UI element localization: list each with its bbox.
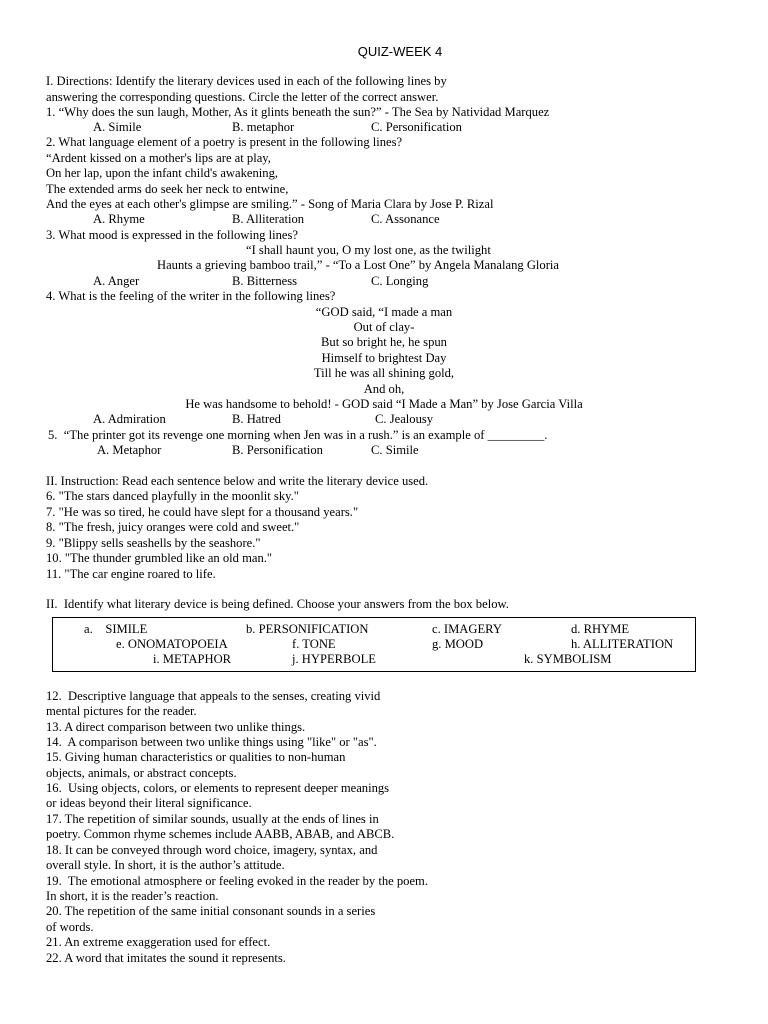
part2-item: 10. "The thunder grumbled like an old man." [46,551,273,565]
choice-i: i. METAPHOR [153,652,232,666]
q5-option-c[interactable]: C. Simile [371,443,419,457]
part3-item: 15. Giving human characteristics or qualities to non-human [46,750,346,764]
q4-option-a[interactable]: A. Admiration [93,412,166,426]
part2-item: 6. "The stars danced playfully in the moonlit sky." [46,489,299,503]
part3-item: 16. Using objects, colors, or elements to represent deeper meanings [46,781,390,795]
q2-option-c[interactable]: C. Assonance [371,212,440,226]
part2-item: 11. "The car engine roared to life. [46,567,216,581]
q1-option-b[interactable]: B. metaphor [232,120,295,134]
choice-c: c. IMAGERY [432,622,502,636]
part2-item: 8. "The fresh, juicy oranges were cold and sweet." [46,520,300,534]
q2-option-b[interactable]: B. Alliteration [232,212,305,226]
directions-line-2: answering the corresponding questions. Circle the letter of the correct answer. [46,90,439,104]
q2-text: 2. What language element of a poetry is present in the following lines? [46,135,403,149]
q4-poem-line: Till he was all shining gold, [313,366,455,380]
part3-item: objects, animals, or abstract concepts. [46,766,237,780]
q5-option-b[interactable]: B. Personification [232,443,323,457]
q2-poem-line: On her lap, upon the infant child's awakening, [46,166,279,180]
choice-f: f. TONE [292,637,336,651]
part3-item: overall style. In short, it is the author’s attitude. [46,858,285,872]
q4-option-b[interactable]: B. Hatred [232,412,281,426]
q1-text: 1. “Why does the sun laugh, Mother, As it glints beneath the sun?” - The Sea by Natividad Marquez [46,105,550,119]
part3-item: mental pictures for the reader. [46,704,197,718]
q4-poem-line: Himself to brightest Day [321,351,447,365]
part3-item: 19. The emotional atmosphere or feeling evoked in the reader by the poem. [46,874,429,888]
part3-item: 21. An extreme exaggeration used for effect. [46,935,271,949]
q4-poem-line: But so bright he, he spun [321,335,447,349]
choice-g: g. MOOD [432,637,484,651]
part2-item: 7. "He was so tired, he could have slept for a thousand years." [46,505,359,519]
q3-text: 3. What mood is expressed in the following lines? [46,228,298,242]
choice-d: d. RHYME [571,622,630,636]
page-title: QUIZ-WEEK 4 [357,44,443,59]
choice-k: k. SYMBOLISM [524,652,612,666]
part3-item: 18. It can be conveyed through word choice, imagery, syntax, and [46,843,378,857]
part3-item: 20. The repetition of the same initial consonant sounds in a series [46,904,376,918]
q3-poem-line: Haunts a grieving bamboo trail,” - “To a Lost One” by Angela Manalang Gloria [157,258,559,272]
part3-item: 22. A word that imitates the sound it represents. [46,951,286,965]
part3-item: 12. Descriptive language that appeals to the senses, creating vivid [46,689,381,703]
q4-text: 4. What is the feeling of the writer in the following lines? [46,289,336,303]
part3-item: or ideas beyond their literal significance. [46,796,252,810]
choice-a: a. SIMILE [84,622,148,636]
choice-j: j. HYPERBOLE [292,652,376,666]
q3-poem-line: “I shall haunt you, O my lost one, as the twilight [246,243,491,257]
q5-text: 5. “The printer got its revenge one morning when Jen was in a rush.” is an example of _________. [48,428,548,442]
q2-poem-line: The extended arms do seek her neck to entwine, [46,182,289,196]
q4-poem-line: Out of clay- [353,320,415,334]
directions-line-1: I. Directions: Identify the literary devices used in each of the following lines by [46,74,447,88]
part3-instruction: II. Identify what literary device is being defined. Choose your answers from the box below. [46,597,509,611]
part3-item: of words. [46,920,94,934]
q3-option-b[interactable]: B. Bitterness [232,274,298,288]
part3-item: 17. The repetition of similar sounds, usually at the ends of lines in [46,812,379,826]
part2-item: 9. "Blippy sells seashells by the seashore." [46,536,261,550]
choice-e: e. ONOMATOPOEIA [116,637,228,651]
part2-instruction: II. Instruction: Read each sentence below and write the literary device used. [46,474,429,488]
q1-option-a[interactable]: A. Simile [93,120,142,134]
choice-h: h. ALLITERATION [571,637,674,651]
q2-poem-line: And the eyes at each other's glimpse are smiling.” - Song of Maria Clara by Jose P. Rizal [46,197,494,211]
q4-option-c[interactable]: C. Jealousy [375,412,434,426]
part3-item: In short, it is the reader’s reaction. [46,889,219,903]
q3-option-a[interactable]: A. Anger [93,274,140,288]
q4-poem-line: He was handsome to behold! - GOD said “I Made a Man” by Jose Garcia Villa [185,397,583,411]
q3-option-c[interactable]: C. Longing [371,274,429,288]
q2-poem-line: “Ardent kissed on a mother's lips are at play, [46,151,271,165]
q4-poem-line: And oh, [363,382,405,396]
part3-item: 14. A comparison between two unlike things using "like" or "as". [46,735,377,749]
part3-item: 13. A direct comparison between two unlike things. [46,720,306,734]
q4-poem-line: “GOD said, “I made a man [315,305,453,319]
q2-option-a[interactable]: A. Rhyme [93,212,145,226]
q5-option-a[interactable]: A. Metaphor [97,443,162,457]
q1-option-c[interactable]: C. Personification [371,120,462,134]
part3-item: poetry. Common rhyme schemes include AABB, ABAB, and ABCB. [46,827,395,841]
choice-b: b. PERSONIFICATION [246,622,369,636]
